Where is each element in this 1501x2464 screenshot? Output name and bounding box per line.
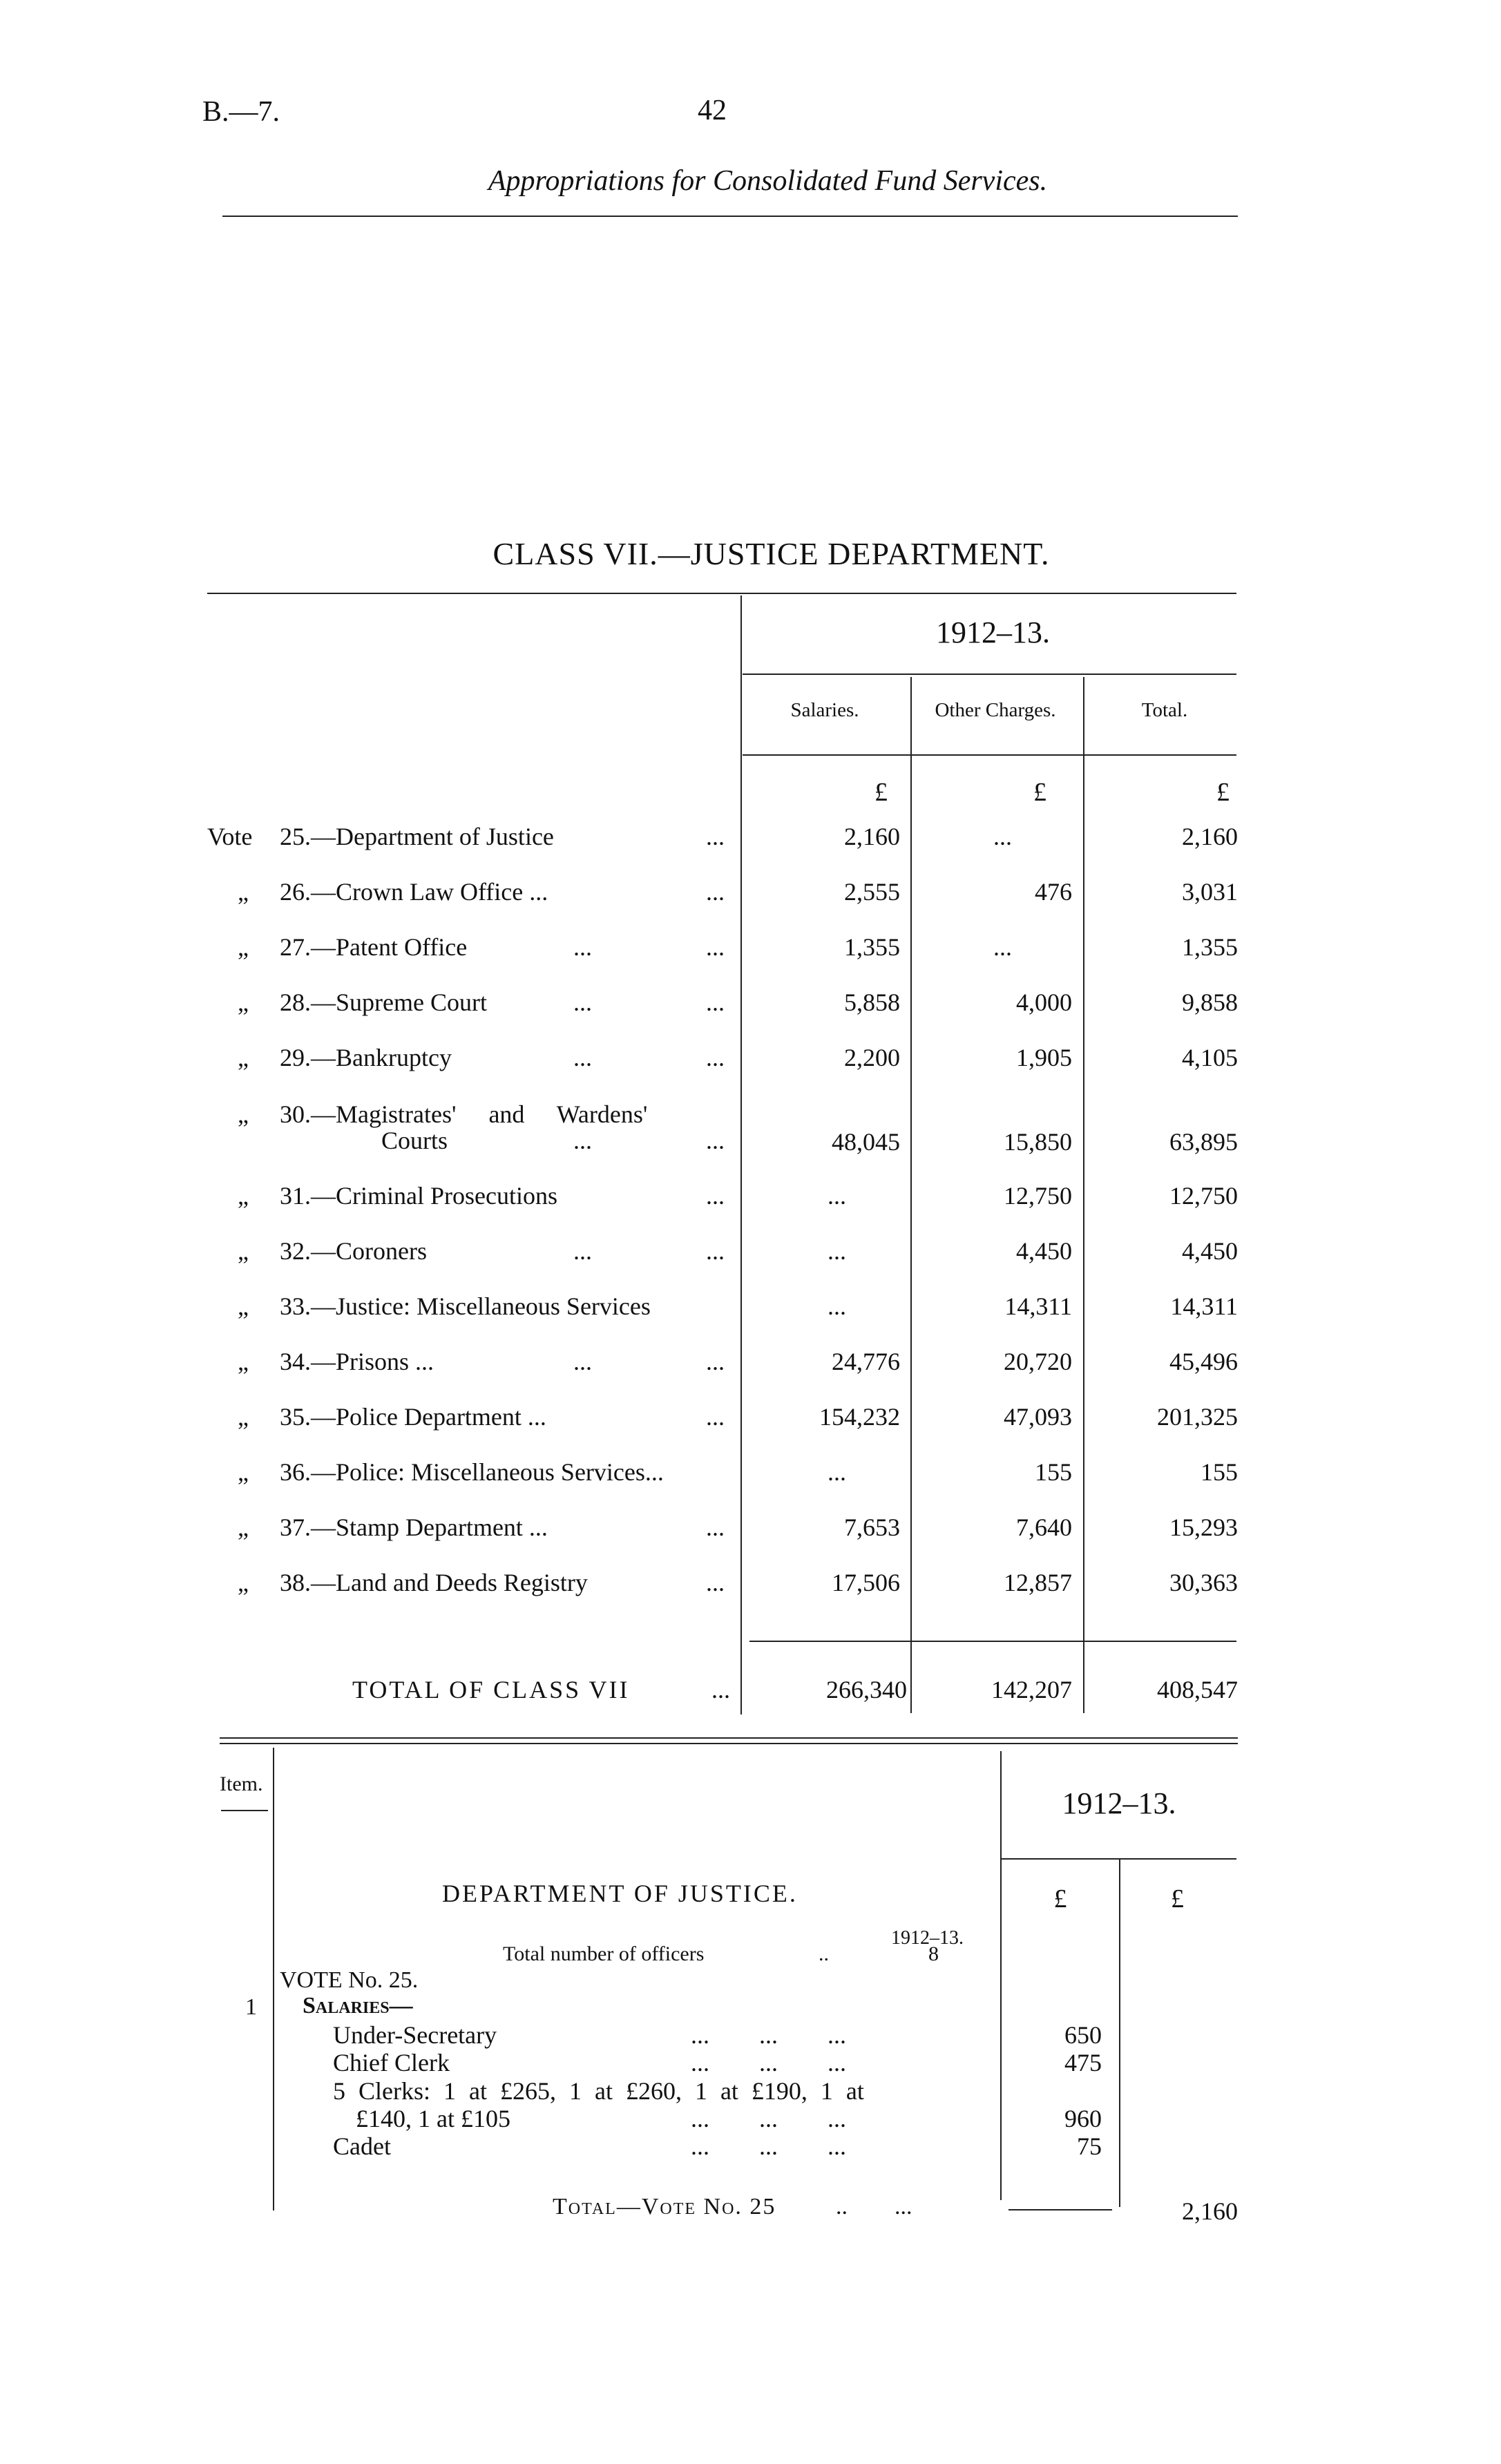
officers-leader-dots: .. [819,1942,829,1965]
row-leader-dots: ... [706,1513,725,1541]
item-header-rule [221,1810,268,1811]
row-description: 25.—Department of Justice [280,823,554,850]
row-leader-dots: ... [706,933,725,961]
table-row [0,1402,1501,1444]
row-total: 15,293 [1169,1513,1238,1541]
column-header-rule [743,754,1236,756]
salary-line-amount: 960 [1064,2105,1102,2132]
row-other-charges: 20,720 [1004,1348,1072,1375]
table-bottom-rule [220,1737,1238,1739]
class-title: CLASS VII.—JUSTICE DEPARTMENT. [493,536,1050,571]
row-mark: „ [238,933,249,961]
table-row [0,933,1501,974]
row-leader-dots: ... [573,989,592,1016]
column-header-total: Total. [1141,699,1188,721]
salary-line-label: Cadet [333,2132,391,2160]
row-salaries: 2,200 [844,1044,900,1071]
row-description-continued: Courts [381,1127,448,1154]
row-mark: „ [238,878,249,906]
row-other-charges: 15,850 [1004,1128,1072,1156]
total-salaries: 266,340 [826,1676,907,1703]
salary-line-dots: ... ... ... [691,2132,846,2160]
row-description: 36.—Police: Miscellaneous Services... [280,1458,664,1486]
row-salaries: 5,858 [844,989,900,1016]
row-description: 32.—Coroners [280,1237,427,1265]
salary-line-dots: ... ... ... [691,2049,846,2076]
table-row [0,1568,1501,1610]
column-header-other-charges: Other Charges. [935,699,1056,721]
row-mark: „ [238,1292,249,1320]
row-mark: „ [238,1458,249,1486]
row-leader-dots: ... [706,1127,725,1154]
vote-number-label: VOTE No. 25. [280,1967,419,1993]
row-total: 9,858 [1182,989,1238,1016]
table-year-heading: 1912–13. [936,615,1050,649]
officers-label: Total number of officers [503,1942,705,1965]
row-total: 12,750 [1169,1182,1238,1210]
table-row [0,1043,1501,1085]
row-mark: „ [238,1182,249,1210]
row-leader-dots: ... [706,1044,725,1071]
salary-line-amount: 75 [1077,2132,1102,2160]
salary-line-label: Chief Clerk [333,2049,450,2076]
row-salaries: 17,506 [832,1569,900,1596]
row-mark: Vote [207,823,253,850]
total-label: TOTAL OF CLASS VII [352,1676,630,1703]
row-salaries: 2,160 [844,823,900,850]
row-description: 31.—Criminal Prosecutions [280,1182,557,1210]
row-description: 26.—Crown Law Office ... [280,878,548,906]
row-salaries: 154,232 [819,1403,900,1431]
table-row [0,1236,1501,1278]
row-salaries: ... [828,1182,846,1210]
currency-other-charges: £ [1033,778,1046,807]
currency-total: £ [1216,778,1230,807]
row-total: 155 [1201,1458,1238,1486]
total-row [0,1675,1501,1717]
row-other-charges: 12,857 [1004,1569,1072,1596]
row-leader-dots: ... [706,1569,725,1596]
row-other-charges: ... [993,933,1012,961]
row-salaries: 48,045 [832,1128,900,1156]
row-description: 38.—Land and Deeds Registry [280,1569,588,1596]
row-other-charges: 7,640 [1016,1513,1072,1541]
row-salaries: 1,355 [844,933,900,961]
items-year-rule [1002,1858,1236,1860]
vote-total-dots: .. ... [836,2194,912,2219]
row-salaries: ... [828,1237,846,1265]
row-mark: „ [238,1044,249,1071]
vote-total-label: Total—Vote No. 25 [553,2194,776,2219]
officers-count: 8 [928,1942,939,1965]
row-total: 4,450 [1182,1237,1238,1265]
currency-salaries: £ [874,778,888,807]
header-rule [222,216,1238,217]
row-mark: „ [238,1403,249,1431]
item-column-header: Item. [220,1773,263,1795]
row-salaries: ... [828,1292,846,1320]
table-row [0,822,1501,863]
row-other-charges: 14,311 [1004,1292,1072,1320]
row-mark: „ [238,1513,249,1541]
row-mark: „ [238,989,249,1016]
row-salaries: ... [828,1458,846,1486]
row-mark: „ [238,1569,249,1596]
row-leader-dots: ... [573,933,592,961]
row-other-charges: 4,000 [1016,989,1072,1016]
row-description: 27.—Patent Office [280,933,468,961]
row-total: 4,105 [1182,1044,1238,1071]
table-row [0,1458,1501,1499]
row-description: 37.—Stamp Department ... [280,1513,548,1541]
vote-total-amount: 2,160 [1182,2197,1238,2225]
salary-line-label: Under-Secretary [333,2021,497,2049]
officers-year: 1912–13. [891,1927,964,1949]
row-description: 35.—Police Department ... [280,1403,546,1431]
row-salaries: 24,776 [832,1348,900,1375]
row-leader-dots: ... [706,1403,725,1431]
row-total: 30,363 [1169,1569,1238,1596]
row-description: 34.—Prisons ... [280,1348,434,1375]
row-leader-dots: ... [573,1127,592,1154]
row-mark: „ [238,1100,249,1128]
row-other-charges: 1,905 [1016,1044,1072,1071]
row-leader-dots: ... [573,1348,592,1375]
salary-line-amount: 475 [1064,2049,1102,2076]
row-other-charges: ... [993,823,1012,850]
row-salaries: 2,555 [844,878,900,906]
row-leader-dots: ... [573,1237,592,1265]
row-other-charges: 4,450 [1016,1237,1072,1265]
row-other-charges: 47,093 [1004,1403,1072,1431]
items-year-heading: 1912–13. [1062,1786,1176,1820]
row-total: 201,325 [1157,1403,1238,1431]
column-header-salaries: Salaries. [790,699,859,721]
row-leader-dots: ... [706,1348,725,1375]
row-total: 63,895 [1169,1128,1238,1156]
amount-currency: £ [1053,1884,1067,1913]
table-row [0,1513,1501,1554]
row-leader-dots: ... [706,823,725,850]
table-row [0,988,1501,1029]
row-description: 28.—Supreme Court [280,989,487,1016]
salary-line-label: 5 Clerks: 1 at £265, 1 at £260, 1 at £190, 1 at [333,2077,864,2105]
page-number: 42 [698,95,727,126]
row-leader-dots: ... [706,878,725,906]
total-total: 408,547 [1157,1676,1238,1703]
vote-sum-rule [1008,2209,1112,2210]
total-leader-dots: ... [711,1676,730,1703]
table-row [0,1347,1501,1388]
table-row [0,1292,1501,1333]
table-row [0,1181,1501,1223]
row-total: 2,160 [1182,823,1238,850]
table-top-rule [207,593,1236,594]
table-bottom-rule-double [220,1743,1238,1744]
salary-line-amount: 650 [1064,2021,1102,2049]
document-reference: B.—7. [202,96,280,128]
table-row [0,877,1501,919]
row-other-charges: 12,750 [1004,1182,1072,1210]
row-description: 30.—Magistrates' and Wardens' [280,1100,648,1128]
item-column-divider [273,1748,274,2210]
row-leader-dots: ... [706,1182,725,1210]
row-salaries: 7,653 [844,1513,900,1541]
row-other-charges: 476 [1035,878,1072,906]
row-mark: „ [238,1237,249,1265]
salary-line-dots: ... ... ... [691,2021,846,2049]
item-number: 1 [245,1994,257,2020]
page-subtitle: Appropriations for Consolidated Fund Services. [488,165,1048,197]
total-currency: £ [1171,1884,1184,1913]
row-mark: „ [238,1348,249,1375]
salary-line-label: £140, 1 at £105 [356,2105,510,2132]
table-row [0,1100,1501,1176]
salaries-heading: Salaries— [303,1993,413,2018]
row-total: 1,355 [1182,933,1238,961]
row-total: 14,311 [1170,1292,1238,1320]
row-description: 33.—Justice: Miscellaneous Services [280,1292,651,1320]
row-leader-dots: ... [573,1044,592,1071]
sum-rule [749,1641,1236,1642]
total-other-charges: 142,207 [991,1676,1072,1703]
row-leader-dots: ... [706,1237,725,1265]
row-other-charges: 155 [1035,1458,1072,1486]
row-description: 29.—Bankruptcy [280,1044,452,1071]
year-rule [743,674,1236,675]
row-total: 45,496 [1169,1348,1238,1375]
row-leader-dots: ... [706,989,725,1016]
department-title: DEPARTMENT OF JUSTICE. [442,1880,798,1907]
salary-line-dots: ... ... ... [691,2105,846,2132]
row-total: 3,031 [1182,878,1238,906]
